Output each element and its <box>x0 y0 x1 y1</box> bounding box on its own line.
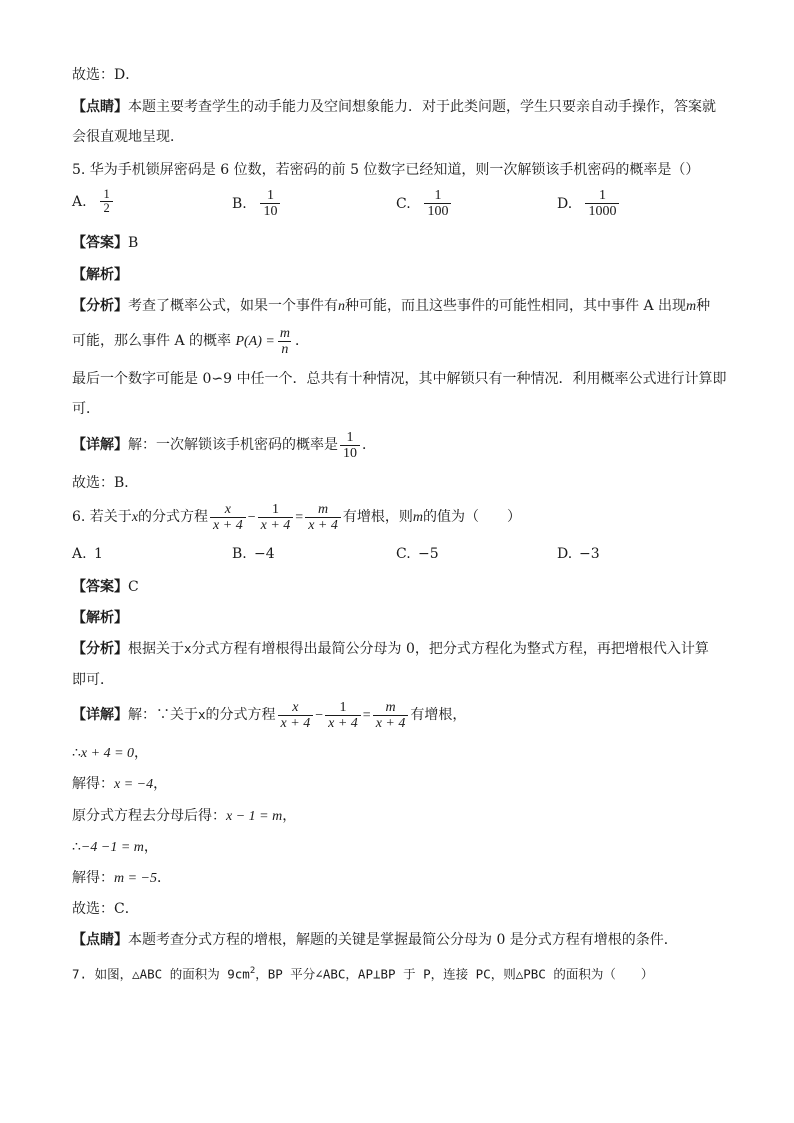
text: 分式方程有增根得出最简公分母为 0，把分式方程化为整式方程，再把增根代入计算 <box>191 641 709 657</box>
q6-step-4 <box>72 838 158 857</box>
text: 的分式方程 <box>205 707 276 723</box>
text: 6. 若关于 <box>72 509 132 525</box>
equation: x − 1 = m <box>226 809 283 824</box>
q6-step-3 <box>72 807 296 826</box>
denominator: x + 4 <box>278 715 314 731</box>
q5-option-c <box>396 188 453 219</box>
equation: −4 −1 = m <box>80 840 144 855</box>
q6-fenxi-line-2: 即可． <box>72 672 114 688</box>
q5-option-d <box>557 188 621 219</box>
fraction <box>585 188 619 219</box>
equals-sign: = <box>295 510 304 525</box>
fraction <box>260 188 280 219</box>
denominator: x + 4 <box>210 517 246 533</box>
numerator: x <box>224 501 231 517</box>
fraction-3 <box>305 502 341 533</box>
text: 解：∵关于 <box>128 707 198 723</box>
numerator: m <box>317 501 329 517</box>
denominator: 1000 <box>585 203 619 219</box>
comment-label: 【点睛】 <box>72 99 128 115</box>
minus-sign: − <box>315 708 324 723</box>
text: ． <box>157 870 172 886</box>
answer-label: 【答案】 <box>72 235 128 251</box>
var-m: m <box>412 510 423 525</box>
text: 根据关于 <box>128 641 184 657</box>
text: 解：一次解锁该手机密码的概率是 <box>128 437 338 453</box>
q5-fenxi-line-3: 最后一个数字可能是 0∽9 中任一个．总共有十种情况，其中解锁只有一种情况．利用概率公式进行计算即 <box>72 371 727 387</box>
numerator: 1 <box>271 501 279 517</box>
q5-final: 故选：B． <box>72 475 139 491</box>
comment-line-1 <box>72 98 716 116</box>
fraction <box>340 430 360 461</box>
option-label: D. <box>557 546 573 562</box>
numerator: 1 <box>103 187 110 201</box>
text: ， <box>134 745 149 761</box>
equals-sign: = <box>362 708 371 723</box>
equation: x = −4 <box>114 777 154 792</box>
text: ∴ <box>72 839 81 855</box>
numerator: 1 <box>434 188 442 203</box>
numerator: 1 <box>266 188 274 203</box>
option-value: −4 <box>254 546 275 562</box>
q5-stem: 5. 华为手机锁屏密码是 6 位数，若密码的前 5 位数字已经知道，则一次解锁该手机密码的概率是（） <box>72 162 700 178</box>
comment-text: 本题考查分式方程的增根，解题的关键是掌握最简公分母为 0 是分式方程有增根的条件． <box>128 932 678 948</box>
q6-answer <box>72 578 139 596</box>
superscript: 2 <box>249 966 256 976</box>
q6-analysis-label: 【解析】 <box>72 610 128 626</box>
detail-label: 【详解】 <box>72 707 128 723</box>
fraction-2 <box>258 502 294 533</box>
comment-text: 本题主要考查学生的动手能力及空间想象能力．对于此类问题，学生只要亲自动手操作，答案就 <box>128 99 716 115</box>
text: 原分式方程去分母后得： <box>72 808 226 824</box>
q6-stem <box>72 500 521 535</box>
numerator: 1 <box>339 699 347 715</box>
text: 有增根， <box>410 707 467 723</box>
q5-option-a <box>72 188 115 215</box>
text: ， <box>143 839 158 855</box>
fraction <box>100 188 112 215</box>
numerator: 1 <box>346 429 354 445</box>
var-x: x <box>131 510 139 525</box>
fenxi-label: 【分析】 <box>72 298 128 314</box>
equation: x + 4 = 0 <box>80 746 135 761</box>
q7-stem <box>72 962 653 984</box>
comment-label: 【点睛】 <box>72 932 128 948</box>
option-label: C. <box>396 195 411 212</box>
denominator: n <box>278 341 291 357</box>
q6-fenxi-line-1 <box>72 640 709 658</box>
q6-option-b <box>232 546 275 562</box>
option-value: −3 <box>579 546 600 562</box>
text: 种可能，而且这些事件的可能性相同，其中事件 A 出现 <box>345 298 687 314</box>
option-label: C. <box>396 546 411 562</box>
q5-fenxi-line-2 <box>72 324 309 359</box>
fraction <box>424 188 451 219</box>
denominator: 10 <box>340 445 360 461</box>
q6-option-a <box>72 546 103 562</box>
option-label: D. <box>557 195 573 212</box>
option-label: A. <box>72 546 87 562</box>
var-x: x <box>184 641 192 656</box>
text: 的分式方程 <box>138 509 209 525</box>
option-label: B. <box>232 195 247 212</box>
option-label: A. <box>72 193 87 210</box>
numerator: x <box>292 699 299 715</box>
answer-value: B <box>128 235 139 251</box>
denominator: 2 <box>100 201 112 215</box>
denominator: x + 4 <box>305 517 341 533</box>
denominator: x + 4 <box>258 517 294 533</box>
text: ． <box>294 333 309 349</box>
text: 可能，那么事件 A 的概率 <box>72 333 232 349</box>
fenxi-label: 【分析】 <box>72 641 128 657</box>
q6-step-5 <box>72 869 171 888</box>
denominator: 100 <box>424 203 451 219</box>
comment-line-2: 会很直观地呈现． <box>72 129 184 145</box>
detail-label: 【详解】 <box>72 437 128 453</box>
answer-label: 【答案】 <box>72 579 128 595</box>
text: 解得： <box>72 776 114 792</box>
q6-option-c <box>396 546 439 562</box>
var-m: m <box>686 299 697 314</box>
q5-detail <box>72 428 376 462</box>
denominator: 10 <box>260 203 280 219</box>
text: ． <box>362 437 376 453</box>
denominator: x + 4 <box>325 715 361 731</box>
var-x: x <box>198 707 206 722</box>
fraction <box>277 326 293 357</box>
q5-analysis-label: 【解析】 <box>72 267 128 283</box>
probability-formula: P(A) = <box>235 334 275 349</box>
text: 解得： <box>72 870 114 886</box>
option-value: 1 <box>94 546 103 562</box>
text: ， <box>153 776 168 792</box>
fraction-1 <box>210 502 246 533</box>
fraction-3 <box>373 700 409 731</box>
text: ∴ <box>72 745 81 761</box>
option-label: B. <box>232 546 247 562</box>
q5-fenxi-line-4: 可． <box>72 401 100 417</box>
text: 种 <box>696 298 711 314</box>
numerator: 1 <box>598 188 606 203</box>
var-n: n <box>338 299 345 314</box>
q6-step-1 <box>72 744 148 763</box>
q6-final: 故选：C． <box>72 901 139 917</box>
answer-line-prev: 故选：D． <box>72 67 140 83</box>
equation: m = −5 <box>114 871 158 886</box>
text: 的值为（ ） <box>422 509 521 525</box>
fraction-2 <box>325 700 361 731</box>
q6-step-2 <box>72 775 167 794</box>
q5-answer <box>72 234 138 252</box>
numerator: m <box>279 325 290 341</box>
text: ， <box>282 808 297 824</box>
text: 考查了概率公式，如果一个事件有 <box>128 298 338 314</box>
option-value: −5 <box>418 546 439 562</box>
q6-option-d <box>557 546 600 562</box>
numerator: m <box>385 699 396 715</box>
text: ，BP 平分∠ABC，AP⊥BP 于 P，连接 PC，则△PBC 的面积为（ ） <box>255 966 654 982</box>
q5-option-b <box>232 188 282 219</box>
answer-value: C <box>128 579 139 595</box>
q5-fenxi-line-1 <box>72 297 710 316</box>
q6-comment <box>72 931 678 949</box>
text: 有增根，则 <box>342 509 413 525</box>
fraction-1 <box>278 700 314 731</box>
text: 7. 如图，△ABC 的面积为 9cm <box>72 966 250 982</box>
denominator: x + 4 <box>373 715 409 731</box>
minus-sign: − <box>247 510 256 525</box>
q6-detail <box>72 698 466 733</box>
